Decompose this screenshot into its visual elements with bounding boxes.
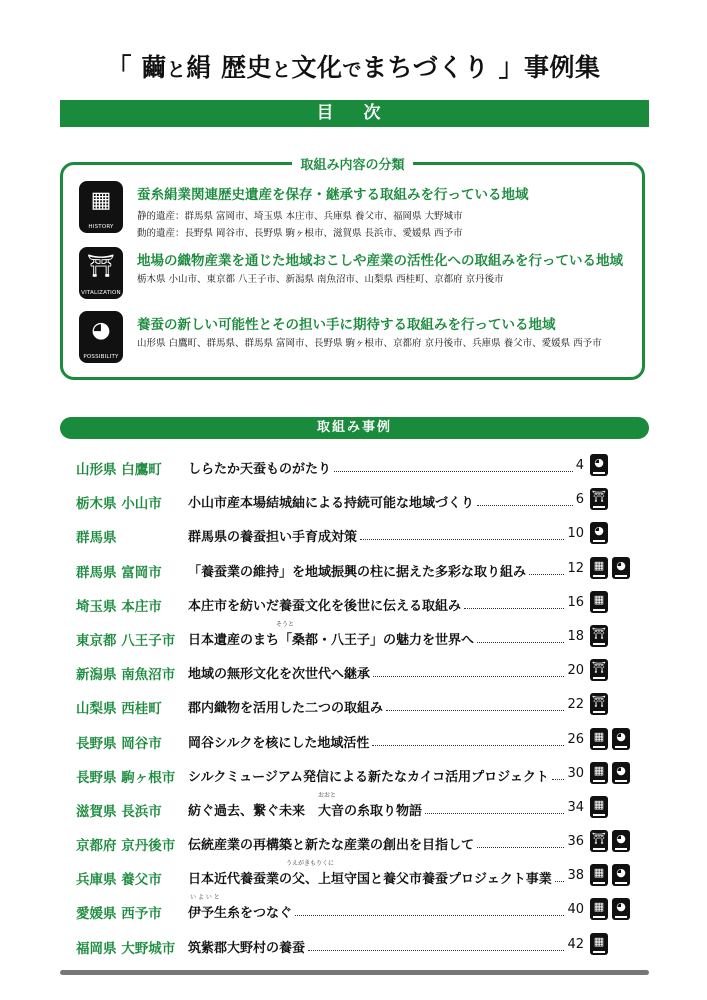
case-row[interactable] — [76, 620, 636, 659]
case-icons — [590, 454, 612, 476]
case-region: 京都府 京丹後市 — [76, 838, 176, 855]
leader-dots — [425, 800, 564, 814]
case-title: シルクミュージアム発信による新たなカイコ活用プロジェクト — [188, 769, 549, 785]
case-row[interactable] — [76, 693, 636, 727]
case-title: 紡ぐ過去、繋ぐ未来 大音の糸取り物語 — [188, 803, 423, 819]
case-icons — [590, 762, 634, 784]
possibility-icon: ◕ — [612, 728, 630, 750]
case-entry — [188, 868, 584, 887]
case-icons — [590, 728, 634, 750]
bottom-divider — [60, 970, 649, 975]
case-page: 36 — [567, 834, 584, 850]
case-region: 福岡県 大野城市 — [76, 940, 176, 957]
case-row[interactable] — [76, 591, 636, 625]
case-entry — [188, 937, 584, 956]
title-part: で — [342, 59, 363, 81]
case-page: 40 — [567, 902, 584, 918]
possibility-icon: ◕ — [612, 864, 630, 886]
category-title: 養蚕の新しい可能性とその担い手に期待する取組みを行っている地域 — [137, 317, 556, 333]
case-page: 34 — [567, 799, 584, 815]
case-title: 本庄市を紡いだ養蚕文化を後世に伝える取組み — [188, 598, 462, 614]
case-row[interactable] — [76, 522, 636, 556]
vitalization-icon: ⛩ VITALIZATION — [79, 247, 123, 299]
leader-dots — [552, 766, 565, 780]
possibility-icon: ◕ POSSIBILITY — [79, 311, 123, 363]
leader-dots — [386, 697, 564, 711]
leader-dots — [529, 561, 564, 575]
case-icons — [590, 522, 612, 544]
case-title: 日本遺産のまち「桑都・八王子」の魅力を世界へ — [188, 632, 475, 648]
case-page: 12 — [567, 560, 584, 576]
case-region: 東京都 八王子市 — [76, 632, 176, 649]
leader-dots — [464, 595, 564, 609]
case-page: 6 — [575, 492, 584, 508]
case-icons — [590, 898, 634, 920]
case-row[interactable] — [76, 860, 636, 898]
case-icons — [590, 693, 612, 715]
ruby-reading: うえがきもりくに — [286, 860, 335, 868]
case-entry — [188, 526, 584, 545]
vitalization-icon: ⛩ — [590, 830, 608, 852]
history-icon: ▦ — [590, 591, 608, 613]
leader-dots — [308, 937, 564, 951]
case-icons — [590, 557, 634, 579]
category-title: 蚕糸絹業関連歴史遺産を保存・継承する取組みを行っている地域 — [137, 187, 529, 203]
case-region: 愛媛県 西予市 — [76, 906, 162, 923]
category-heading: 取組み内容の分類 — [292, 158, 412, 173]
category-title: 地場の織物産業を通じた地域おこしや産業の活性化への取組みを行っている地域 — [137, 253, 623, 269]
title-part: と — [271, 59, 292, 81]
possibility-icon: ◕ — [612, 557, 630, 579]
case-title: 伊予生糸をつなぐ — [188, 906, 293, 922]
case-title: 筑紫郡大野村の養蚕 — [188, 940, 306, 956]
case-title: 郡内織物を活用した二つの取組み — [188, 701, 384, 717]
case-page: 26 — [567, 731, 584, 747]
leader-dots — [360, 526, 564, 540]
category-line: 動的遺産：長野県 岡谷市、長野県 駒ヶ根市、滋賀県 長浜市、愛媛県 西予市 — [137, 228, 463, 239]
case-entry — [188, 697, 584, 716]
ruby-reading: そうと — [276, 620, 295, 628]
history-icon: ▦ — [590, 728, 608, 750]
case-row[interactable] — [76, 762, 636, 796]
possibility-icon: ◕ — [612, 762, 630, 784]
case-icons — [590, 488, 612, 510]
case-entry — [188, 629, 584, 648]
possibility-icon: ◕ — [612, 830, 630, 852]
page-title — [0, 48, 707, 84]
case-title: 日本近代養蚕業の父、上垣守国と養父市養蚕プロジェクト事業 — [188, 872, 552, 888]
history-icon: ▦ — [590, 864, 608, 886]
leader-dots — [372, 732, 564, 746]
case-entry — [188, 458, 584, 477]
possibility-icon: ◕ — [590, 522, 608, 544]
case-entry — [188, 766, 584, 785]
history-icon: ▦ — [590, 796, 608, 818]
history-icon: ▦ — [590, 762, 608, 784]
cases-heading: 取組み事例 — [60, 417, 649, 439]
case-icons — [590, 659, 612, 681]
case-region: 栃木県 小山市 — [76, 496, 162, 513]
category-box — [60, 158, 645, 380]
title-part: まちづくり 」事例集 — [362, 53, 601, 82]
case-region: 群馬県 富岡市 — [76, 564, 162, 581]
case-entry — [188, 561, 584, 580]
ruby-reading: い よ い と — [190, 894, 220, 902]
leader-dots — [373, 663, 564, 677]
case-title: 小山市産本場結城紬による持続可能な地域づくり — [188, 496, 475, 512]
case-row[interactable] — [76, 659, 636, 693]
leader-dots — [295, 902, 564, 916]
case-icons — [590, 933, 612, 955]
case-icons — [590, 625, 612, 647]
case-title: 地域の無形文化を次世代へ継承 — [188, 667, 371, 683]
case-icons — [590, 830, 634, 852]
case-page: 20 — [567, 663, 584, 679]
leader-dots — [477, 492, 573, 506]
case-title: 群馬県の養蚕担い手育成対策 — [188, 530, 358, 546]
case-row[interactable] — [76, 894, 636, 932]
case-page: 22 — [567, 697, 584, 713]
category-line: 山形県 白鷹町、群馬県、群馬県 富岡市、長野県 駒ヶ根市、京都府 京丹後市、兵庫県 養父市、愛媛県 西予市 — [137, 338, 602, 349]
case-entry — [188, 834, 584, 853]
case-row[interactable] — [76, 454, 636, 488]
category-line: 栃木県 小山市、東京都 八王子市、新潟県 南魚沼市、山梨県 西桂町、京都府 京丹後市 — [137, 274, 504, 285]
case-region: 長野県 岡谷市 — [76, 735, 162, 752]
case-region: 山形県 白鷹町 — [76, 462, 162, 478]
case-title: 伝統産業の再構築と新たな産業の創出を目指して — [188, 838, 475, 854]
history-icon: ▦ — [590, 898, 608, 920]
case-page: 10 — [567, 526, 584, 542]
case-icons — [590, 864, 634, 886]
case-entry — [188, 800, 584, 819]
case-region: 埼玉県 本庄市 — [76, 598, 162, 615]
case-region: 新潟県 南魚沼市 — [76, 667, 176, 684]
case-entry — [188, 663, 584, 682]
case-page: 30 — [567, 765, 584, 781]
case-page: 16 — [567, 594, 584, 610]
title-part: 文化 — [291, 53, 343, 82]
case-region: 群馬県 — [76, 530, 117, 547]
case-row[interactable] — [76, 791, 636, 830]
case-title: 岡谷シルクを核にした地域活性 — [188, 735, 370, 751]
category-line: 静的遺産：群馬県 富岡市、埼玉県 本庄市、兵庫県 養父市、福岡県 大野城市 — [137, 211, 463, 222]
history-icon: ▦ — [590, 933, 608, 955]
case-row[interactable] — [76, 728, 636, 762]
vitalization-icon: ⛩ — [590, 625, 608, 647]
case-row[interactable] — [76, 488, 636, 522]
title-bracket: 「 — [106, 53, 133, 82]
case-row[interactable] — [76, 557, 636, 591]
case-region: 山梨県 西桂町 — [76, 701, 162, 718]
case-page: 4 — [575, 458, 584, 473]
leader-dots — [555, 868, 565, 882]
case-title: しらたか天蚕ものがたり — [188, 462, 332, 477]
case-region: 長野県 駒ヶ根市 — [76, 769, 176, 786]
title-part: 繭 — [141, 53, 167, 82]
leader-dots — [477, 834, 564, 848]
case-title: 「養蚕業の維持」を地域振興の柱に据えた多彩な取り組み — [188, 564, 527, 580]
title-part: 絹 歴史 — [186, 53, 272, 82]
toc-heading: 目 次 — [60, 100, 649, 127]
vitalization-icon: ⛩ — [590, 693, 608, 715]
history-icon: ▦ — [590, 557, 608, 579]
leader-dots — [334, 458, 573, 472]
case-region: 滋賀県 長浜市 — [76, 803, 162, 820]
case-page: 18 — [567, 628, 584, 644]
ruby-reading: おおと — [318, 791, 337, 799]
title-part: と — [166, 59, 187, 81]
case-list — [76, 454, 636, 967]
case-entry — [188, 732, 584, 751]
case-icons — [590, 796, 612, 818]
case-entry — [188, 595, 584, 614]
case-entry — [188, 492, 584, 511]
case-row[interactable] — [76, 933, 636, 967]
case-entry — [188, 902, 584, 921]
case-region: 兵庫県 養父市 — [76, 872, 162, 889]
leader-dots — [477, 629, 564, 643]
possibility-icon: ◕ — [612, 898, 630, 920]
history-icon: ▦ HISTORY — [79, 181, 123, 233]
case-row[interactable] — [76, 830, 636, 864]
vitalization-icon: ⛩ — [590, 659, 608, 681]
case-page: 42 — [567, 936, 584, 952]
case-icons — [590, 591, 612, 613]
possibility-icon: ◕ — [590, 454, 608, 476]
vitalization-icon: ⛩ — [590, 488, 608, 510]
case-page: 38 — [567, 868, 584, 884]
